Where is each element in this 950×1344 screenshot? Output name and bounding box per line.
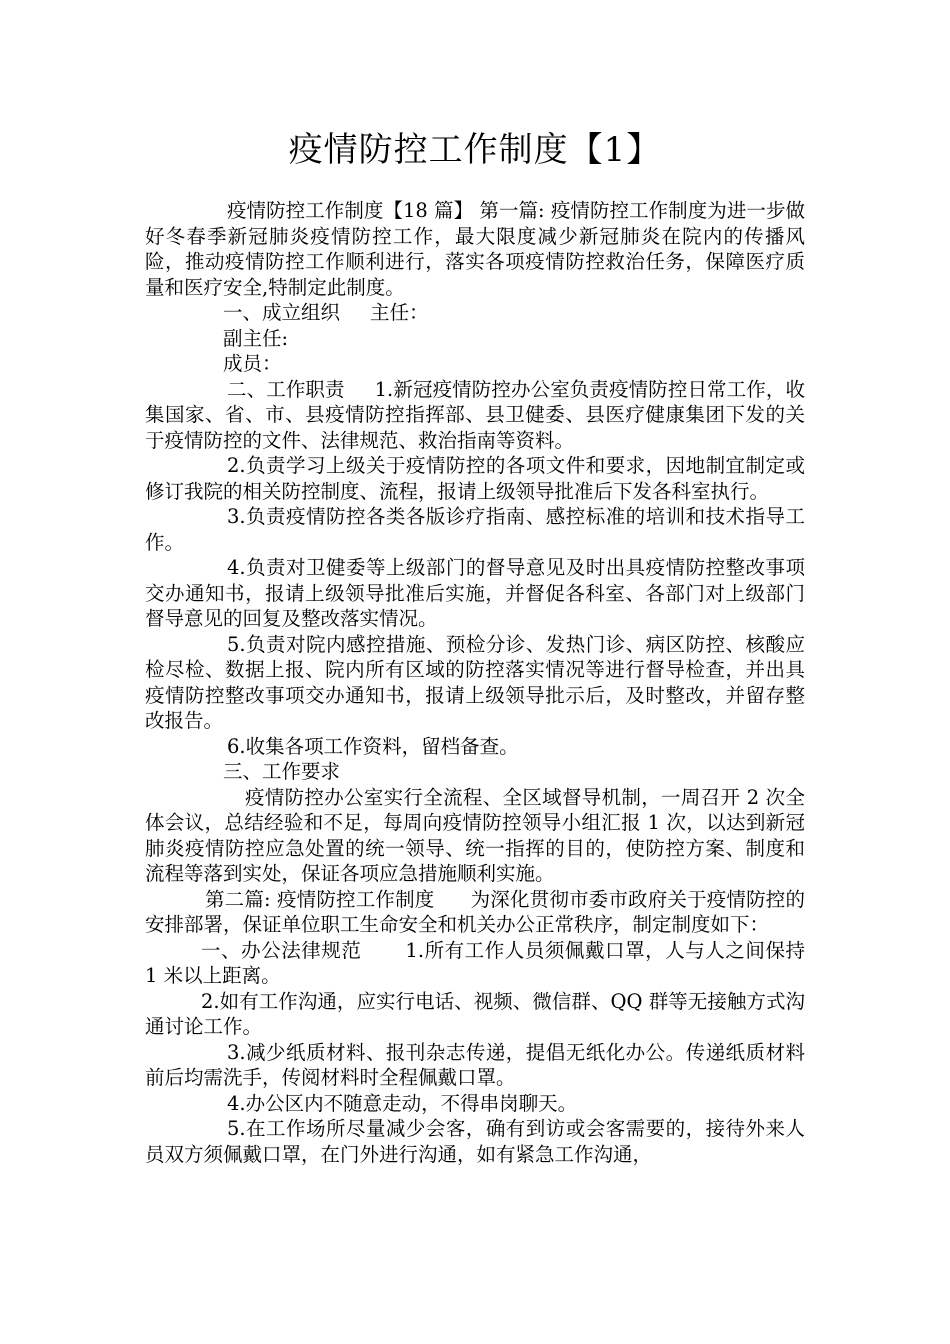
requirements-paragraph: 疫情防控办公室实行全流程、全区域督导机制，一周召开 2 次全体会议，总结经验和不足，每周向疫情防控领导小组汇报 1 次，以达到新冠肺炎疫情防控应急处置的统一领导、统一指挥的目的，使防控方案、制度和流程等落到实处，保证各项应急措施顺利实施。 — [145, 785, 805, 885]
rule-item: 2.如有工作沟通，应实行电话、视频、微信群、QQ 群等无接触方式沟通讨论工作。 — [145, 989, 805, 1038]
duty-item: 2.负责学习上级关于疫情防控的各项文件和要求，因地制宜制定或修订我院的相关防控制度、流程，报请上级领导批准后下发各科室执行。 — [145, 454, 805, 503]
article-heading: 第二篇: 疫情防控工作制度 — [205, 887, 435, 911]
section-office-rules — [145, 938, 805, 989]
rule-item: 4.办公区内不随意走动，不得串岗聊天。 — [227, 1091, 578, 1115]
section-heading: 二、工作职责 — [227, 377, 345, 401]
rule-item: 1.所有工作人员须佩戴口罩，人与人之间保持 1 米以上距离。 — [145, 938, 805, 987]
duty-item: 3.负责疫情防控各类各版诊疗指南、感控标准的培训和技术指导工作。 — [145, 505, 805, 554]
section-heading: 一、成立组织 — [223, 301, 341, 324]
second-article-intro — [145, 887, 805, 938]
duty-item: 5.负责对院内感控措施、预检分诊、发热门诊、病区防控、核酸应检尽检、数据上报、院内所有区域的防控落实情况等进行督导检查，并出具疫情防控整改事项交办通知书，报请上级领导批示后，及时整改，并留存整改报告。 — [145, 632, 805, 732]
rule-item: 3.减少纸质材料、报刊杂志传递，提倡无纸化办公。传递纸质材料前后均需洗手，传阅材料时全程佩戴口罩。 — [145, 1040, 805, 1089]
document-body — [145, 198, 805, 1167]
section-organization — [145, 300, 805, 326]
duty-item: 4.负责对卫健委等上级部门的督导意见及时出具疫情防控整改事项交办通知书，报请上级领导批准后实施，并督促各科室、各部门对上级部门督导意见的回复及整改落实情况。 — [145, 556, 805, 630]
section-duties — [145, 377, 805, 454]
section-requirements: 三、工作要求 — [223, 760, 341, 783]
page-title: 疫情防控工作制度【1】 — [288, 130, 662, 170]
members-label: 成员： — [223, 352, 282, 375]
deputy-director-label: 副主任: — [223, 326, 289, 350]
duty-item: 6.收集各项工作资料，留档备查。 — [227, 734, 519, 758]
director-label: 主任： — [370, 301, 429, 324]
intro-paragraph: 疫情防控工作制度【18 篇】 第一篇: 疫情防控工作制度为进一步做好冬春季新冠肺炎疫情防控工作，最大限度减少新冠肺炎在院内的传播风险，推动疫情防控工作顺利进行，落实各项疫情防控救治任务，保障医疗质量和医疗安全,特制定此制度。 — [145, 199, 805, 299]
rule-item: 5.在工作场所尽量减少会客，确有到访或会客需要的，接待外来人员双方须佩戴口罩，在门外进行沟通，如有紧急工作沟通， — [145, 1117, 805, 1166]
section-heading: 一、办公法律规范 — [201, 938, 362, 962]
article-intro-text: 为深化贯彻市委市政府关于疫情防控的安排部署，保证单位职工生命安全和机关办公正常秩序，制定制度如下： — [145, 887, 805, 936]
duty-item: 1.新冠疫情防控办公室负责疫情防控日常工作，收集国家、省、市、县疫情防控指挥部、县卫健委、县医疗健康集团下发的关于疫情防控的文件、法律规范、救治指南等资料。 — [145, 377, 805, 452]
